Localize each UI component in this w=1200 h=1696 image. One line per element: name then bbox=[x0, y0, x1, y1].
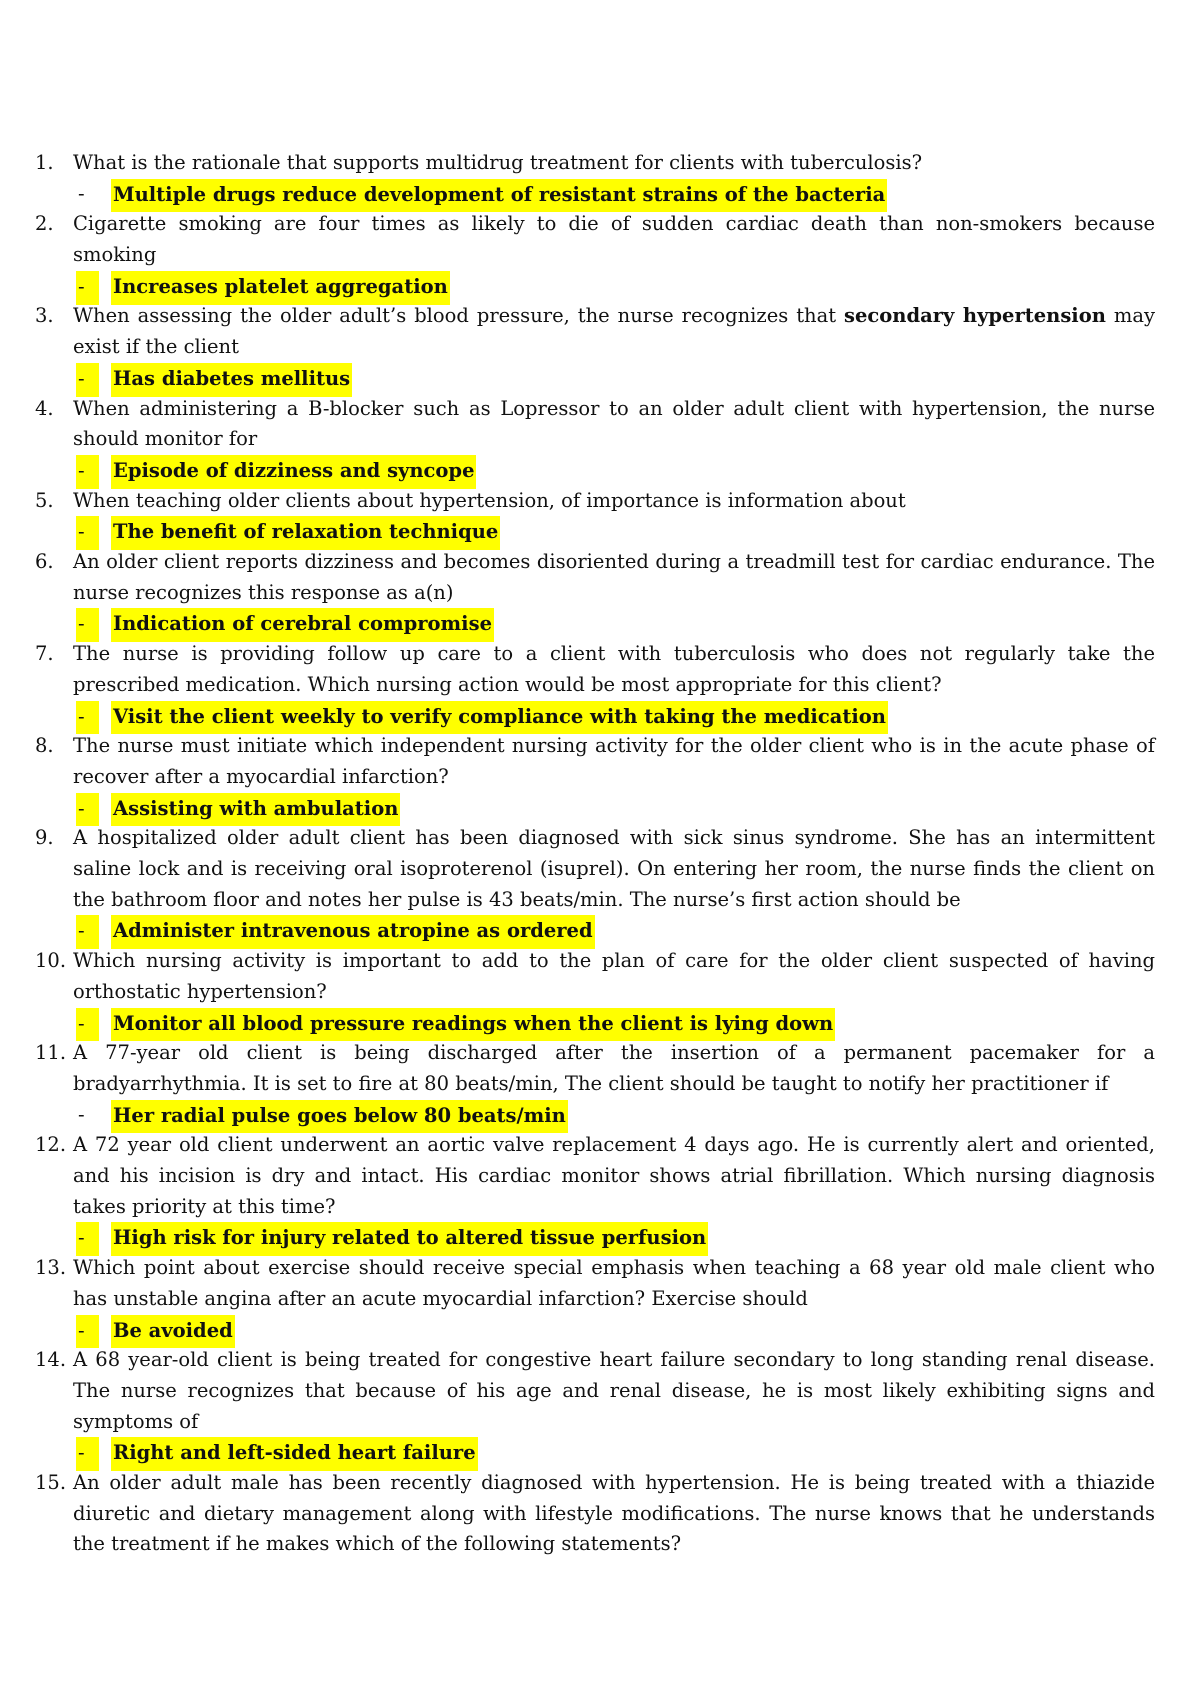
question-number: 1. bbox=[35, 151, 54, 174]
answer-text: Her radial pulse goes below 80 beats/min bbox=[111, 1100, 568, 1134]
list-item bbox=[35, 823, 1155, 946]
question-text: An older client reports dizziness and becomes disoriented during a treadmill test for cardiac endurance. The nurse recognizes this response as a(n) bbox=[73, 550, 1155, 604]
question-text: A 68 year-old client is being treated for congestive heart failure secondary to long standing renal disease. The nurse recognizes that because of his age and renal disease, he is most likely exhibiting signs and symptoms of bbox=[73, 1348, 1155, 1433]
question-number: 14. bbox=[35, 1348, 67, 1372]
question-text: Which nursing activity is important to add to the plan of care for the older client suspected of having orthostatic hypertension? bbox=[73, 949, 1155, 1003]
answer-text: Has diabetes mellitus bbox=[111, 363, 352, 397]
answer-row bbox=[73, 1222, 1155, 1253]
answer-dash: - bbox=[76, 1437, 99, 1471]
list-item bbox=[35, 1130, 1155, 1253]
answer-row bbox=[73, 1437, 1155, 1468]
answer-row bbox=[73, 1315, 1155, 1346]
list-item bbox=[35, 394, 1155, 486]
question-text: A 72 year old client underwent an aortic valve replacement 4 days ago. He is currently alert and oriented, and his incision is dry and intact. His cardiac monitor shows atrial fibrillation. Which nursing diagnosis takes priority at this time? bbox=[73, 1133, 1155, 1218]
answer-dash: - bbox=[76, 793, 99, 827]
answer-row bbox=[73, 1008, 1155, 1039]
list-item bbox=[35, 148, 1155, 209]
list-item bbox=[35, 1468, 1155, 1560]
answer-dash: - bbox=[76, 455, 99, 489]
answer-text: Episode of dizziness and syncope bbox=[111, 455, 476, 489]
answer-dash: - bbox=[76, 608, 99, 642]
answer-text: Increases platelet aggregation bbox=[111, 271, 450, 305]
question-text: The nurse must initiate which independent nursing activity for the older client who is in the acute phase of recover after a myocardial infarction? bbox=[73, 734, 1155, 788]
answer-dash: - bbox=[76, 363, 99, 397]
question-list bbox=[35, 148, 1155, 1560]
question-text: An older adult male has been recently diagnosed with hypertension. He is being treated with a thiazide diuretic and dietary management along with lifestyle modifications. The nurse knows that he understands the treatment if he makes which of the following statements? bbox=[73, 1471, 1155, 1556]
question-number: 5. bbox=[35, 488, 54, 512]
question-number: 15. bbox=[35, 1471, 67, 1495]
question-number: 11. bbox=[35, 1041, 67, 1065]
answer-row bbox=[73, 516, 1155, 547]
answer-text: Visit the client weekly to verify compliance with taking the medication bbox=[111, 701, 888, 735]
question-number: 10. bbox=[35, 949, 67, 973]
answer-row bbox=[73, 608, 1155, 639]
answer-row bbox=[73, 179, 1155, 210]
question-text: A hospitalized older adult client has been diagnosed with sick sinus syndrome. She has an intermittent saline lock and is receiving oral isoproterenol (isuprel). On entering her room, the nurse finds the client on the bathroom floor and notes her pulse is 43 beats/min. The nurse’s first action should be bbox=[73, 826, 1155, 911]
answer-row bbox=[73, 915, 1155, 946]
question-number: 12. bbox=[35, 1133, 67, 1157]
answer-dash: - bbox=[76, 1315, 99, 1349]
answer-dash: - bbox=[76, 1222, 99, 1256]
answer-row bbox=[73, 1100, 1155, 1131]
question-number: 9. bbox=[35, 826, 54, 850]
answer-row bbox=[73, 701, 1155, 732]
question-text: When teaching older clients about hypertension, of importance is information about bbox=[73, 488, 906, 512]
answer-dash: - bbox=[76, 1008, 99, 1042]
question-text: When administering a B-blocker such as Lopressor to an older adult client with hypertension, the nurse should monitor for bbox=[73, 396, 1155, 451]
list-item bbox=[35, 731, 1155, 823]
answer-row bbox=[73, 363, 1155, 394]
answer-text: Be avoided bbox=[111, 1315, 235, 1349]
question-number: 8. bbox=[35, 734, 54, 758]
answer-dash: - bbox=[76, 701, 99, 735]
answer-dash: - bbox=[78, 1102, 85, 1126]
answer-dash: - bbox=[76, 915, 99, 949]
answer-text: Right and left-sided heart failure bbox=[111, 1437, 478, 1471]
question-number: 13. bbox=[35, 1256, 67, 1280]
answer-text: High risk for injury related to altered tissue perfusion bbox=[111, 1222, 708, 1256]
question-text-part: may exist if the client bbox=[73, 304, 1155, 359]
question-number: 2. bbox=[35, 212, 54, 236]
answer-dash: - bbox=[78, 181, 85, 205]
list-item bbox=[35, 301, 1155, 393]
list-item bbox=[35, 946, 1155, 1038]
answer-dash: - bbox=[76, 271, 99, 305]
answer-text: Monitor all blood pressure readings when the client is lying down bbox=[111, 1008, 835, 1042]
question-text: The nurse is providing follow up care to a client with tuberculosis who does not regularly take the prescribed medication. Which nursing action would be most appropriate for this client? bbox=[73, 642, 1155, 696]
answer-row bbox=[73, 455, 1155, 486]
question-text: What is the rationale that supports multidrug treatment for clients with tuberculosis? bbox=[73, 151, 923, 174]
list-item bbox=[35, 547, 1155, 639]
question-number: 7. bbox=[35, 642, 54, 666]
question-number: 3. bbox=[35, 304, 54, 328]
answer-text: Indication of cerebral compromise bbox=[111, 608, 494, 642]
answer-text: Multiple drugs reduce development of resistant strains of the bacteria bbox=[111, 179, 887, 213]
list-item bbox=[35, 486, 1155, 547]
question-number: 4. bbox=[35, 396, 54, 420]
list-item bbox=[35, 209, 1155, 301]
question-emphasis: secondary hypertension bbox=[844, 304, 1106, 328]
list-item bbox=[35, 1253, 1155, 1345]
question-text: Cigarette smoking are four times as likely to die of sudden cardiac death than non-smokers because smoking bbox=[73, 212, 1155, 267]
question-text bbox=[73, 301, 1155, 362]
answer-row bbox=[73, 271, 1155, 302]
question-number: 6. bbox=[35, 550, 54, 574]
question-text: A 77-year old client is being discharged after the insertion of a permanent pacemaker for a bradyarrhythmia. It is set to fire at 80 beats/min, The client should be taught to notify her practitioner if bbox=[73, 1041, 1155, 1095]
question-text: Which point about exercise should receive special emphasis when teaching a 68 year old male client who has unstable angina after an acute myocardial infarction? Exercise should bbox=[73, 1256, 1155, 1310]
list-item bbox=[35, 639, 1155, 731]
list-item bbox=[35, 1345, 1155, 1468]
answer-text: Administer intravenous atropine as ordered bbox=[111, 915, 595, 949]
question-text-part: When assessing the older adult’s blood pressure, the nurse recognizes that bbox=[73, 304, 845, 328]
answer-text: The benefit of relaxation technique bbox=[111, 516, 500, 550]
answer-dash: - bbox=[76, 516, 99, 550]
answer-text: Assisting with ambulation bbox=[111, 793, 400, 827]
list-item bbox=[35, 1038, 1155, 1130]
answer-row bbox=[73, 793, 1155, 824]
